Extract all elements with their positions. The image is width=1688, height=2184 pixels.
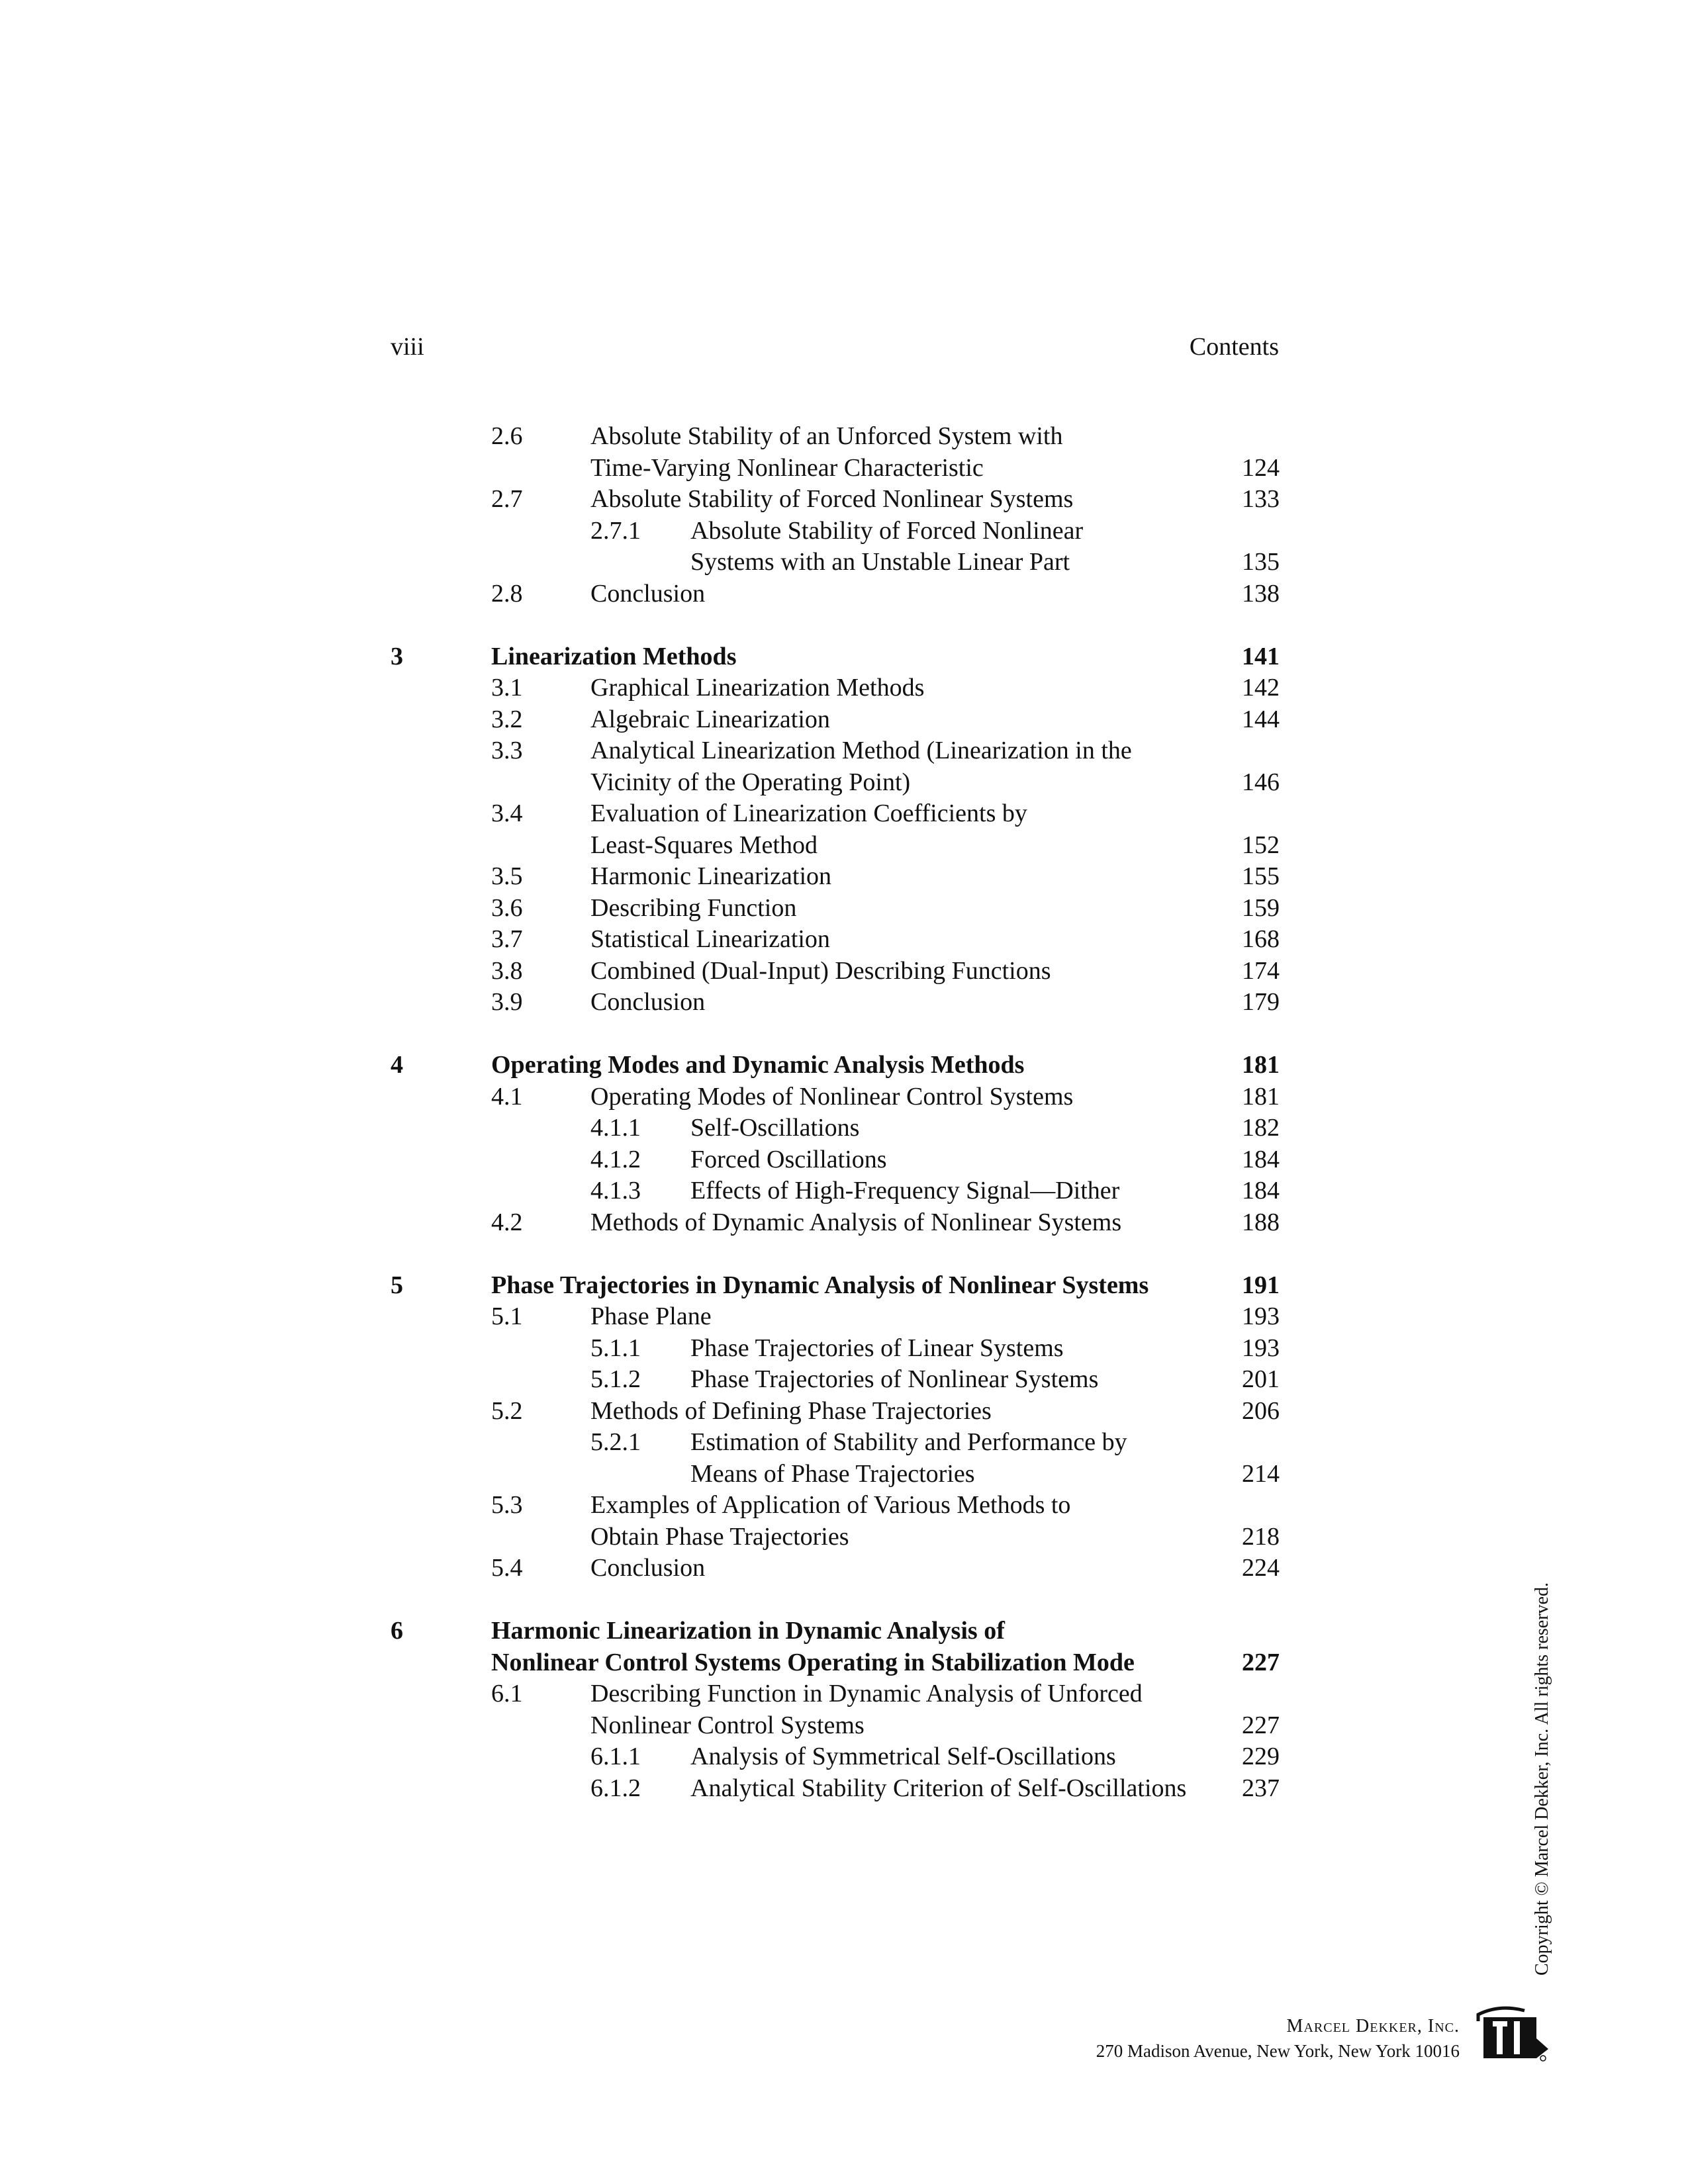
toc-section-row xyxy=(0,453,1688,484)
toc-entry-page: 193 xyxy=(1242,1334,1280,1362)
toc-entry-number: 6.1 xyxy=(491,1680,523,1707)
toc-section-row xyxy=(0,1490,1688,1522)
toc-entry-number: 3.7 xyxy=(491,925,523,953)
toc-entry-title: Estimation of Stability and Performance by xyxy=(690,1428,1127,1456)
toc-section-row xyxy=(0,735,1688,767)
toc-subsection-row xyxy=(0,1144,1688,1176)
toc-entry-page: 184 xyxy=(1242,1177,1280,1205)
toc-entry-page: 146 xyxy=(1242,768,1280,796)
toc-subsection-row xyxy=(0,1459,1688,1490)
toc-entry-number: 3.5 xyxy=(491,862,523,890)
toc-entry-title: Graphical Linearization Methods xyxy=(590,674,925,702)
toc-entry-page: 182 xyxy=(1242,1114,1280,1142)
toc-entry-title: Linearization Methods xyxy=(491,642,737,670)
toc-entry-number: 5.1.2 xyxy=(590,1365,641,1393)
toc-section-row xyxy=(0,893,1688,925)
toc-entry-number: 6 xyxy=(391,1617,403,1645)
toc-chapter-row xyxy=(0,641,1688,673)
toc-entry-title: Examples of Application of Various Methods to xyxy=(590,1491,1071,1519)
toc-entry-title: Absolute Stability of an Unforced System with xyxy=(590,422,1063,450)
toc-section-row xyxy=(0,578,1688,610)
toc-chapter-row xyxy=(0,1615,1688,1647)
toc-entry-title: Self-Oscillations xyxy=(690,1114,860,1142)
toc-section-row xyxy=(0,1081,1688,1113)
toc-entry-page: 184 xyxy=(1242,1145,1280,1173)
toc-entry-page: 181 xyxy=(1242,1082,1280,1111)
toc-subsection-row xyxy=(0,1741,1688,1773)
toc-section-row xyxy=(0,861,1688,893)
publisher-name: Marcel Dekker, Inc. xyxy=(1286,2016,1460,2036)
toc-entry-number: 3.2 xyxy=(491,705,523,733)
toc-section-row xyxy=(0,1396,1688,1428)
toc-entry-number: 5.1.1 xyxy=(590,1334,641,1362)
toc-entry-number: 4.1.3 xyxy=(590,1177,641,1205)
toc-section-row xyxy=(0,1678,1688,1710)
toc-entry-page: 152 xyxy=(1242,831,1280,859)
toc-entry-number: 4.1.2 xyxy=(590,1145,641,1173)
toc-subsection-row xyxy=(0,1773,1688,1805)
running-head-section: Contents xyxy=(1189,333,1279,361)
toc-section-row xyxy=(0,1207,1688,1239)
toc-entry-title: Combined (Dual-Input) Describing Functions xyxy=(590,956,1051,985)
toc-chapter-row xyxy=(0,1647,1688,1679)
toc-section-row xyxy=(0,1522,1688,1553)
publisher-logo-icon xyxy=(1473,1992,1551,2062)
toc-entry-number: 5 xyxy=(391,1271,403,1299)
toc-entry-page: 142 xyxy=(1242,674,1280,702)
toc-entry-number: 3.3 xyxy=(491,737,523,764)
toc-entry-number: 2.6 xyxy=(491,422,523,450)
toc-subsection-row xyxy=(0,1427,1688,1459)
toc-entry-page: 224 xyxy=(1242,1554,1280,1582)
toc-section-row xyxy=(0,704,1688,736)
toc-entry-page: 237 xyxy=(1242,1774,1280,1802)
toc-entry-page: 174 xyxy=(1242,956,1280,985)
toc-entry-page: 168 xyxy=(1242,925,1280,953)
toc-entry-number: 5.3 xyxy=(491,1491,523,1519)
toc-entry-title: Statistical Linearization xyxy=(590,925,830,953)
toc-entry-title: Operating Modes and Dynamic Analysis Methods xyxy=(491,1051,1025,1079)
publisher-address: 270 Madison Avenue, New York, New York 10016 xyxy=(1096,2041,1460,2061)
toc-section-row xyxy=(0,484,1688,516)
toc-subsection-row xyxy=(0,1364,1688,1396)
toc-entry-page: 155 xyxy=(1242,862,1280,890)
toc-entry-number: 5.4 xyxy=(491,1554,523,1582)
toc-section-row xyxy=(0,798,1688,830)
toc-section-row xyxy=(0,1710,1688,1742)
toc-entry-title: Phase Trajectories of Nonlinear Systems xyxy=(690,1365,1099,1393)
toc-section-row xyxy=(0,672,1688,704)
toc-section-row xyxy=(0,1553,1688,1584)
toc-subsection-row xyxy=(0,1333,1688,1365)
toc-section-row xyxy=(0,767,1688,799)
toc-spacer xyxy=(0,1238,1688,1270)
toc-entry-title: Harmonic Linearization in Dynamic Analysis of xyxy=(491,1617,1005,1645)
toc-subsection-row xyxy=(0,1175,1688,1207)
toc-entry-number: 5.2 xyxy=(491,1396,523,1425)
toc-entry-page: 179 xyxy=(1242,988,1280,1016)
toc-section-row xyxy=(0,956,1688,987)
toc-entry-page: 181 xyxy=(1242,1051,1280,1079)
toc-entry-title: Phase Trajectories of Linear Systems xyxy=(690,1334,1064,1362)
toc-entry-title: Means of Phase Trajectories xyxy=(690,1459,975,1488)
toc-entry-page: 227 xyxy=(1242,1711,1280,1739)
toc-entry-number: 4.1 xyxy=(491,1082,523,1111)
toc-entry-page: 141 xyxy=(1242,642,1280,670)
toc-entry-title: Phase Plane xyxy=(590,1302,712,1330)
table-of-contents xyxy=(0,421,1688,1804)
toc-section-row xyxy=(0,830,1688,862)
toc-entry-number: 3.9 xyxy=(491,988,523,1016)
toc-entry-title: Time-Varying Nonlinear Characteristic xyxy=(590,453,984,482)
toc-entry-title: Evaluation of Linearization Coefficients by xyxy=(590,799,1027,827)
toc-entry-title: Effects of High-Frequency Signal—Dither xyxy=(690,1177,1120,1205)
toc-entry-number: 4.2 xyxy=(491,1208,523,1236)
toc-entry-title: Obtain Phase Trajectories xyxy=(590,1522,849,1551)
toc-subsection-row xyxy=(0,1113,1688,1144)
toc-entry-title: Algebraic Linearization xyxy=(590,705,830,733)
toc-section-row xyxy=(0,924,1688,956)
toc-entry-title: Conclusion xyxy=(590,988,706,1016)
toc-entry-number: 6.1.2 xyxy=(590,1774,641,1802)
toc-entry-title: Operating Modes of Nonlinear Control Systems xyxy=(590,1082,1074,1111)
toc-entry-title: Nonlinear Control Systems xyxy=(590,1711,865,1739)
toc-entry-title: Analytical Linearization Method (Linearization in the xyxy=(590,737,1132,764)
toc-entry-number: 5.2.1 xyxy=(590,1428,641,1456)
toc-entry-title: Methods of Dynamic Analysis of Nonlinear Systems xyxy=(590,1208,1122,1236)
toc-entry-page: 229 xyxy=(1242,1743,1280,1770)
toc-chapter-row xyxy=(0,1050,1688,1081)
toc-entry-page: 201 xyxy=(1242,1365,1280,1393)
toc-entry-title: Absolute Stability of Forced Nonlinear Systems xyxy=(590,485,1074,513)
toc-section-row xyxy=(0,987,1688,1019)
toc-section-row xyxy=(0,1301,1688,1333)
copyright-text: Copyright © Marcel Dekker, Inc. All rights reserved. xyxy=(1532,1582,1552,1976)
toc-subsection-row xyxy=(0,547,1688,578)
toc-entry-title: Methods of Defining Phase Trajectories xyxy=(590,1396,992,1425)
toc-entry-title: Absolute Stability of Forced Nonlinear xyxy=(690,516,1084,545)
toc-section-row xyxy=(0,421,1688,453)
toc-entry-number: 3 xyxy=(391,642,403,670)
toc-entry-title: Conclusion xyxy=(590,1554,706,1582)
toc-entry-number: 3.4 xyxy=(491,799,523,827)
toc-entry-number: 3.1 xyxy=(491,674,523,702)
toc-entry-page: 159 xyxy=(1242,893,1280,922)
toc-entry-number: 3.6 xyxy=(491,893,523,922)
toc-entry-page: 144 xyxy=(1242,705,1280,733)
toc-entry-page: 124 xyxy=(1242,453,1280,482)
toc-entry-page: 191 xyxy=(1242,1271,1280,1299)
toc-entry-number: 4.1.1 xyxy=(590,1114,641,1142)
toc-entry-title: Vicinity of the Operating Point) xyxy=(590,768,911,796)
toc-entry-number: 4 xyxy=(391,1051,403,1079)
toc-entry-title: Phase Trajectories in Dynamic Analysis of Nonlinear Systems xyxy=(491,1271,1149,1299)
toc-entry-title: Harmonic Linearization xyxy=(590,862,832,890)
toc-entry-title: Describing Function xyxy=(590,893,797,922)
toc-entry-title: Analysis of Symmetrical Self-Oscillations xyxy=(690,1743,1116,1770)
toc-entry-title: Analytical Stability Criterion of Self-Oscillations xyxy=(690,1774,1187,1802)
toc-entry-page: 188 xyxy=(1242,1208,1280,1236)
toc-spacer xyxy=(0,1019,1688,1050)
toc-entry-title: Conclusion xyxy=(590,579,706,608)
toc-entry-number: 2.7 xyxy=(491,485,523,513)
toc-entry-page: 138 xyxy=(1242,579,1280,608)
toc-entry-page: 193 xyxy=(1242,1302,1280,1330)
copyright-notice xyxy=(1520,1572,1552,1976)
toc-entry-number: 2.7.1 xyxy=(590,516,641,545)
toc-entry-title: Describing Function in Dynamic Analysis of Unforced xyxy=(590,1680,1143,1707)
toc-entry-number: 2.8 xyxy=(491,579,523,608)
toc-subsection-row xyxy=(0,516,1688,547)
toc-entry-page: 206 xyxy=(1242,1396,1280,1425)
toc-entry-number: 3.8 xyxy=(491,956,523,985)
toc-entry-page: 133 xyxy=(1242,485,1280,513)
toc-entry-number: 5.1 xyxy=(491,1302,523,1330)
toc-entry-title: Systems with an Unstable Linear Part xyxy=(690,548,1070,576)
toc-entry-page: 218 xyxy=(1242,1522,1280,1551)
toc-entry-page: 227 xyxy=(1242,1648,1280,1676)
running-head-page-number: viii xyxy=(391,333,424,361)
toc-entry-page: 135 xyxy=(1242,548,1280,576)
toc-chapter-row xyxy=(0,1270,1688,1302)
toc-entry-title: Least-Squares Method xyxy=(590,831,818,859)
toc-entry-title: Nonlinear Control Systems Operating in Stabilization Mode xyxy=(491,1648,1135,1676)
toc-spacer xyxy=(0,610,1688,641)
toc-spacer xyxy=(0,1584,1688,1616)
toc-entry-number: 6.1.1 xyxy=(590,1743,641,1770)
toc-entry-page: 214 xyxy=(1242,1459,1280,1488)
toc-entry-title: Forced Oscillations xyxy=(690,1145,887,1173)
